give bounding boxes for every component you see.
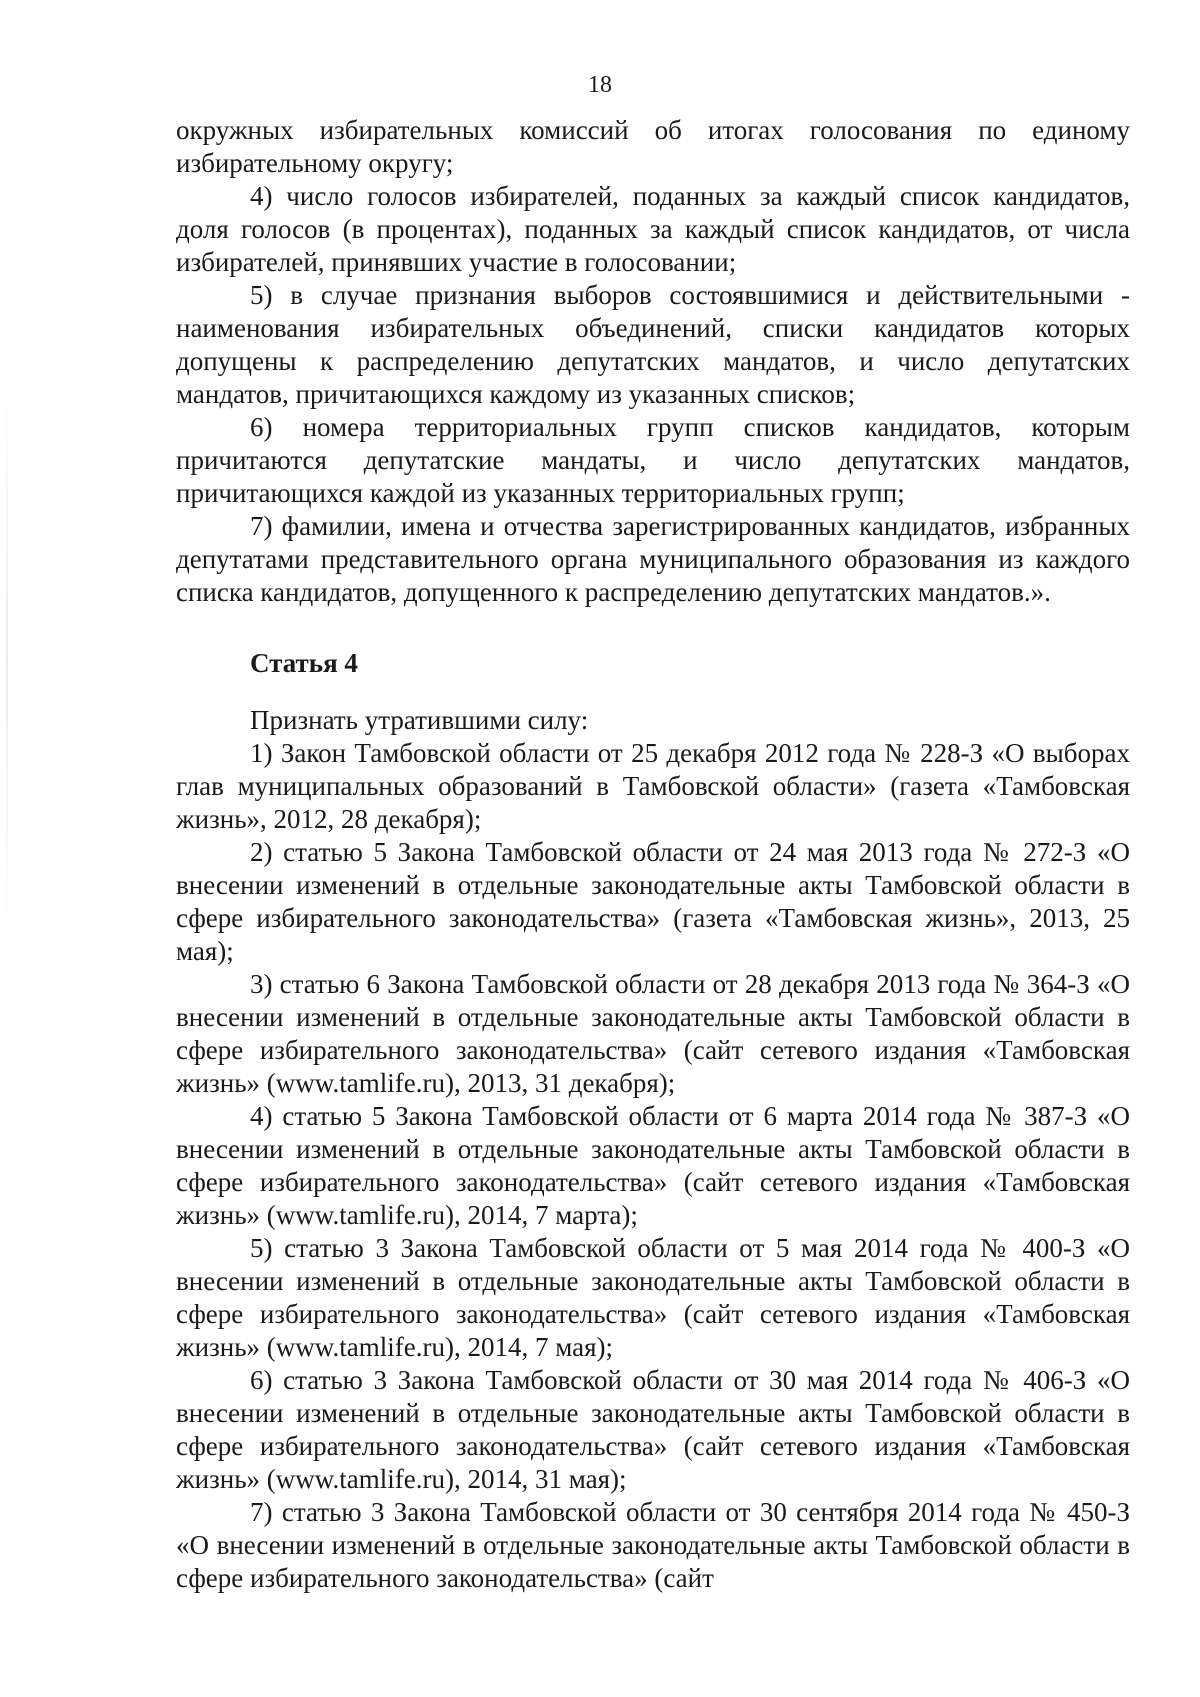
repeal-item-7: 7) статью 3 Закона Тамбовской области от 30 сентября 2014 года № 450-З «О внесении изменений в отдельные законодательные акты Тамбовской области в сфере избирательного законодательства» (сайт: [176, 1497, 1130, 1593]
article-intro: Признать утратившими силу:: [250, 705, 589, 735]
repeal-item-5: 5) статью 3 Закона Тамбовской области от 5 мая 2014 года № 400-З «О внесении изменений в отдельные законодательные акты Тамбовской области в сфере избирательного законодательства» (сайт сетевого издания «Тамбовская жизнь» (www.tamlife.ru), 2014, 7 мая);: [176, 1233, 1130, 1362]
list-item-4: 4) число голосов избирателей, поданных за каждый список кандидатов, доля голосов (в процентах), поданных за каждый список кандидатов, от числа избирателей, принявших участие в голосовании;: [176, 181, 1130, 277]
list-item-6: 6) номера территориальных групп списков кандидатов, которым причитаются депутатские мандаты, и число депутатских мандатов, причитающихся каждой из указанных территориальных групп;: [176, 412, 1130, 508]
repeal-item-6: 6) статью 3 Закона Тамбовской области от 30 мая 2014 года № 406-З «О внесении изменений в отдельные законодательные акты Тамбовской области в сфере избирательного законодательства» (сайт сетевого издания «Тамбовская жизнь» (www.tamlife.ru), 2014, 31 мая);: [176, 1365, 1130, 1494]
document-body: [176, 114, 1130, 1595]
scan-shadow: [6, 380, 8, 940]
repeal-item-4: 4) статью 5 Закона Тамбовской области от 6 марта 2014 года № 387-З «О внесении изменений в отдельные законодательные акты Тамбовской области в сфере избирательного законодательства» (сайт сетевого издания «Тамбовская жизнь» (www.tamlife.ru), 2014, 7 марта);: [176, 1101, 1130, 1230]
list-item-7: 7) фамилии, имена и отчества зарегистрированных кандидатов, избранных депутатами представительного органа муниципального образования из каждого списка кандидатов, допущенного к распределению депутатских мандатов.».: [176, 511, 1130, 607]
repeal-item-2: 2) статью 5 Закона Тамбовской области от 24 мая 2013 года № 272-З «О внесении изменений в отдельные законодательные акты Тамбовской области в сфере избирательного законодательства» (газета «Тамбовская жизнь», 2013, 25 мая);: [176, 837, 1130, 966]
list-item-5: 5) в случае признания выборов состоявшимися и действительными - наименования избирательных объединений, списки кандидатов которых допущены к распределению депутатских мандатов, и число депутатских мандатов, причитающихся каждому из указанных списков;: [176, 280, 1130, 409]
page-number: 18: [588, 72, 612, 98]
article-heading: Статья 4: [250, 648, 358, 678]
repeal-item-3: 3) статью 6 Закона Тамбовской области от 28 декабря 2013 года № 364-З «О внесении изменений в отдельные законодательные акты Тамбовской области в сфере избирательного законодательства» (сайт сетевого издания «Тамбовская жизнь» (www.tamlife.ru), 2013, 31 декабря);: [176, 969, 1130, 1098]
paragraph-continuation: окружных избирательных комиссий об итогах голосования по единому избирательному округу;: [176, 115, 1130, 178]
repeal-item-1: 1) Закон Тамбовской области от 25 декабря 2012 года № 228-З «О выборах глав муниципальных образований в Тамбовской области» (газета «Тамбовская жизнь», 2012, 28 декабря);: [176, 738, 1130, 834]
